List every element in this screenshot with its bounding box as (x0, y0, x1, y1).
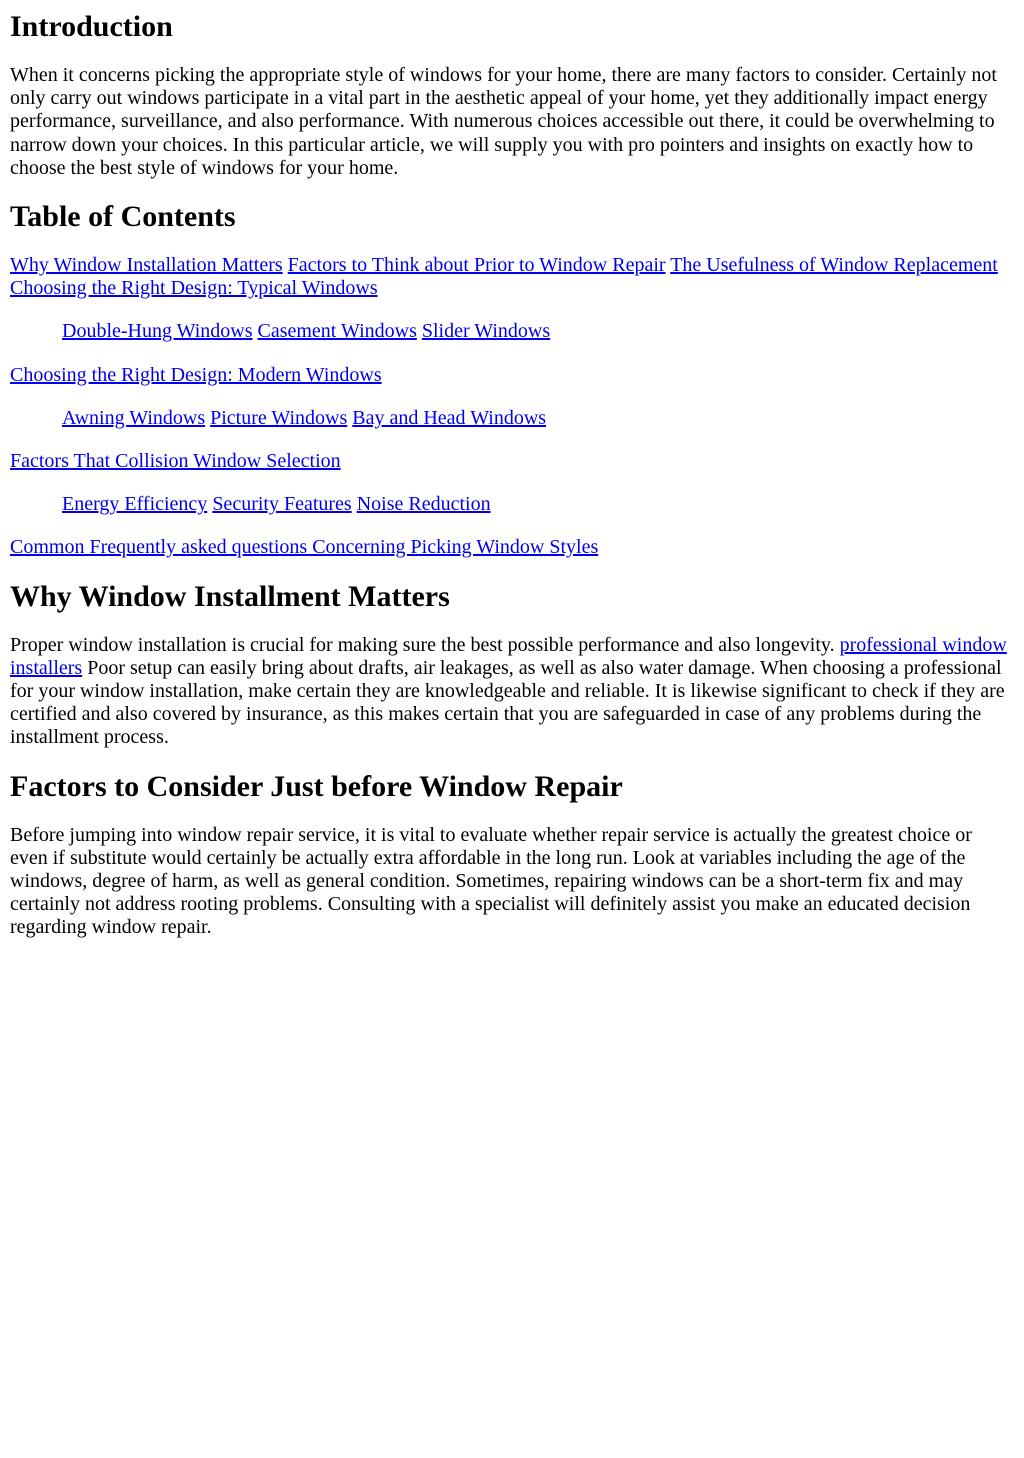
intro-heading: Introduction (10, 10, 173, 43)
installation-text-after: Poor setup can easily bring about drafts, air leakages, as well as also water damage. When choosing a professional for your window installation, make certain they are knowledgeable and reliable. It is likewise significant to check if they are certified and also covered by insurance, as this makes certain that you are safeguarded in case of any problems during the installment process. (10, 656, 1005, 749)
repair-paragraph: Before jumping into window repair service, it is vital to evaluate whether repair service is actually the greatest choice or even if substitute would certainly be actually extra affordable in the long run. Look at variables including the age of the windows, degree of harm, as well as general condition. Sometimes, repairing windows can be a short-term fix and may certainly not address rooting problems. Consulting with a specialist will definitely assist you make an educated decision regarding window repair. (10, 823, 972, 939)
toc-link-faq[interactable]: Common Frequently asked questions Concerning Picking Window Styles (10, 536, 599, 559)
toc-link-why-window-installation[interactable]: Why Window Installation Matters (10, 254, 283, 277)
toc-group-1 (10, 254, 1014, 300)
toc-link-factors-prior-repair[interactable]: Factors to Think about Prior to Window Repair (287, 254, 666, 277)
installation-heading: Why Window Installment Matters (10, 579, 450, 613)
toc-subgroup-3 (10, 493, 1014, 516)
toc-link-bay-head[interactable]: Bay and Head Windows (352, 406, 547, 429)
toc-link-security-features[interactable]: Security Features (212, 493, 352, 516)
toc-link-typical-windows[interactable]: Choosing the Right Design: Typical Windows (10, 277, 378, 300)
toc-link-casement[interactable]: Casement Windows (257, 320, 417, 343)
toc-group-2 (10, 364, 1014, 387)
toc-link-slider[interactable]: Slider Windows (421, 320, 551, 343)
toc-group-4 (10, 536, 1014, 559)
intro-paragraph: When it concerns picking the appropriate style of windows for your home, there are many factors to consider. Certainly not only carry out windows participate in a vital part in the aesthetic appeal of your home, yet they additionally impact energy performance, surveillance, and also performance. With numerous choices accessible out there, it could be overwhelming to narrow down your choices. In this particular article, we will supply you with pro pointers and insights on exactly how to choose the best style of windows for your home. (10, 64, 997, 179)
toc-link-modern-windows[interactable]: Choosing the Right Design: Modern Windows (10, 363, 382, 386)
toc-link-window-selection[interactable]: Factors That Collision Window Selection (10, 450, 341, 473)
repair-heading: Factors to Consider Just before Window Repair (10, 769, 623, 803)
installation-paragraph (10, 634, 1014, 750)
toc-subgroup-1 (10, 320, 1014, 343)
toc-link-double-hung[interactable]: Double-Hung Windows (62, 320, 253, 343)
toc-link-window-replacement[interactable]: The Usefulness of Window Replacement (670, 254, 998, 277)
toc-link-awning[interactable]: Awning Windows (62, 406, 206, 429)
toc-link-noise-reduction[interactable]: Noise Reduction (356, 493, 491, 516)
toc-link-picture[interactable]: Picture Windows (210, 406, 348, 429)
toc-group-3 (10, 450, 1014, 473)
toc-heading: Table of Contents (10, 200, 236, 234)
professional-installers-link[interactable]: professional window installers (10, 633, 1007, 679)
installation-text-before: Proper window installation is crucial for making sure the best possible performance and also longevity. (10, 633, 835, 656)
toc-link-energy-efficiency[interactable]: Energy Efficiency (62, 493, 208, 516)
toc-subgroup-2 (10, 407, 1014, 430)
